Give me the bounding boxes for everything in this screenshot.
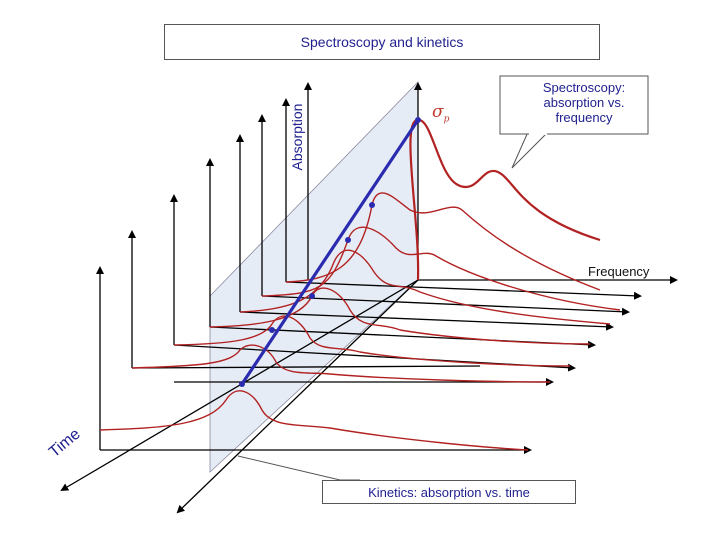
title-box xyxy=(164,24,600,60)
spectrum-curve-8 xyxy=(100,391,528,450)
spectrum-curve-1 xyxy=(410,120,600,280)
spectroscopy-callout-text: Spectroscopy: absorption vs. frequency xyxy=(542,80,626,125)
sigma-letter: σ xyxy=(432,102,444,122)
kinetics-callout-box xyxy=(322,480,576,504)
absorption-axis-label: Absorption xyxy=(289,103,305,171)
peak-point-5 xyxy=(269,327,275,333)
peak-point-1 xyxy=(415,117,421,123)
peak-point-6 xyxy=(239,381,245,387)
frequency-axis-label: Frequency xyxy=(588,264,650,279)
sigma-subscript: p xyxy=(443,114,450,125)
time-axis-label: Time xyxy=(46,425,84,462)
diagram-title: Spectroscopy and kinetics xyxy=(300,34,464,50)
kinetics-callout-pointer xyxy=(238,456,360,480)
peak-point-4 xyxy=(309,293,315,299)
spectroscopy-callout-pointer xyxy=(512,132,548,168)
sigma-symbol xyxy=(432,102,449,124)
peak-point-2 xyxy=(369,202,375,208)
kinetics-callout-text: Kinetics: absorption vs. time xyxy=(368,484,530,500)
peak-point-3 xyxy=(345,237,351,243)
